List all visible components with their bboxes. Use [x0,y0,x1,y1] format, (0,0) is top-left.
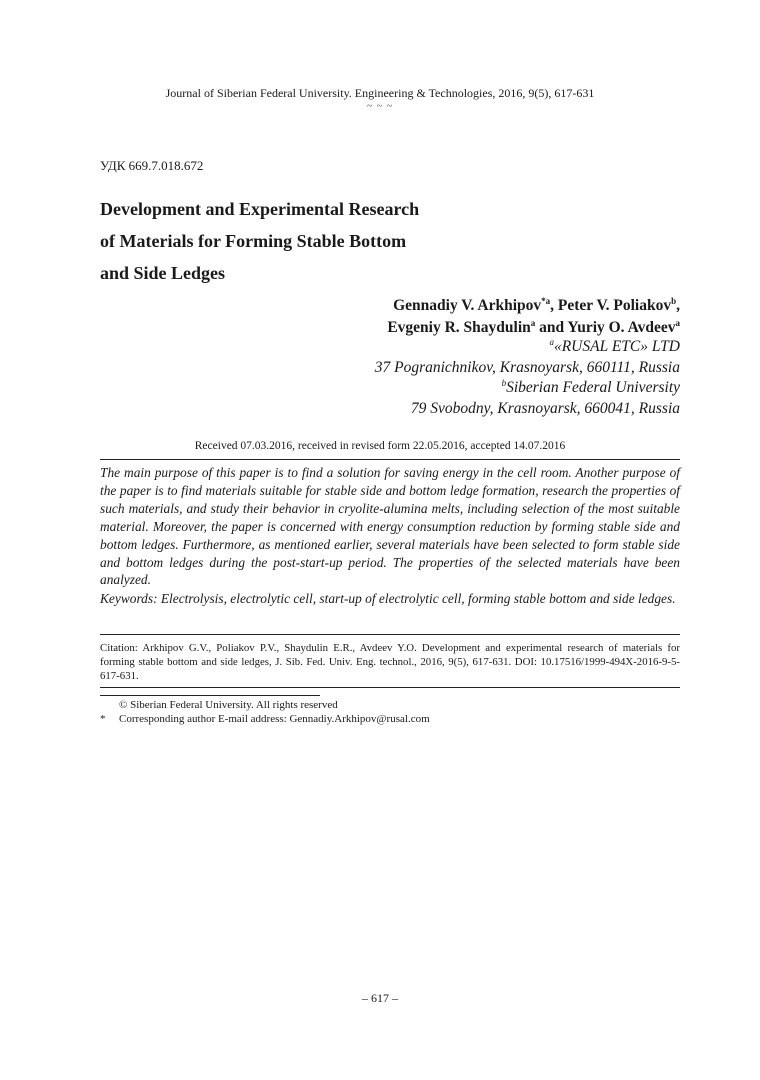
paper-title [100,193,520,289]
affiliation-mark: b [501,377,507,388]
affiliation-mark: a [549,336,554,347]
abstract-top-rule [100,459,680,460]
title-line: of Materials for Forming Stable Bottom [100,231,407,251]
author-affiliation-mark: a [675,317,680,328]
affiliation-text: 37 Pogranichnikov, Krasnoyarsk, 660111, Russia [374,358,680,376]
author-affiliation-mark: *a [541,295,551,306]
citation-bottom-rule [100,687,680,688]
author-affiliation-mark: b [671,295,677,306]
affiliation-text: 79 Svobodny, Krasnoyarsk, 660041, Russia [410,399,680,417]
citation-top-rule [100,634,680,635]
author-name: Peter V. Poliakov [557,297,672,314]
author-name: Yuriy O. Avdeev [567,319,676,336]
authors-line-1 [387,295,680,317]
affiliations-block [375,337,680,419]
authors-line-2 [387,317,680,339]
author-affiliation-mark: a [530,317,536,328]
footnote-rule [100,695,320,696]
corresponding-author: Corresponding author E-mail address: Gennadiy.Arkhipov@rusal.com [119,713,430,725]
affiliation-text: Siberian Federal University [506,379,680,396]
page-number: – 617 – [362,991,398,1005]
keywords: Keywords: Electrolysis, electrolytic cell, start-up of electrolytic cell, forming stable bottom and side ledges. [100,591,676,606]
journal-header: Journal of Siberian Federal University. Engineering & Technologies, 2016, 9(5), 617-631 [165,86,595,100]
received-dates: Received 07.03.2016, received in revised form 22.05.2016, accepted 14.07.2016 [194,440,566,452]
affiliation-line [375,337,680,358]
affiliation-line [375,358,680,379]
abstract: The main purpose of this paper is to find a solution for saving energy in the cell room. Another purpose of the paper is to find materials suitable for stable side and bottom ledge formation, research the properties of such materials, and study their behavior in cryolite-alumina melts, including selection of the most suitable material. Moreover, the paper is concerned with energy consumption reduction by forming stable side and bottom ledges. Furthermore, as mentioned earlier, several materials have been selected to form stable side and bottom ledges during the post-start-up period. The properties of the selected materials have been analyzed. [100,465,680,588]
title-line: Development and Experimental Research [100,199,420,219]
title-line: and Side Ledges [100,263,226,283]
authors-block [387,295,680,339]
affiliation-text: «RUSAL ETC» LTD [553,338,680,355]
author-name: Gennadiy V. Arkhipov [393,297,542,314]
header-ornament: ~ ~ ~ [366,101,394,112]
affiliation-line [375,378,680,399]
citation: Citation: Arkhipov G.V., Poliakov P.V., Shaydulin E.R., Avdeev Y.O. Development and experimental research of materials for forming stable bottom and side ledges, J. Sib. Fed. Univ. Eng. technol., 2016, 9(5), 617-631. DOI: 10.17516/1999-494X-2016-9-5-617-631. [100,642,680,683]
udk-code: УДК 669.7.018.672 [100,158,204,173]
author-separator: , [676,297,680,314]
author-separator: , [550,297,558,314]
copyright-notice: © Siberian Federal University. All rights reserved [119,699,338,711]
corresponding-mark: * [100,713,106,725]
author-name: Evgeniy R. Shaydulin [387,319,531,336]
affiliation-line [375,399,680,420]
author-separator: and [535,319,568,336]
